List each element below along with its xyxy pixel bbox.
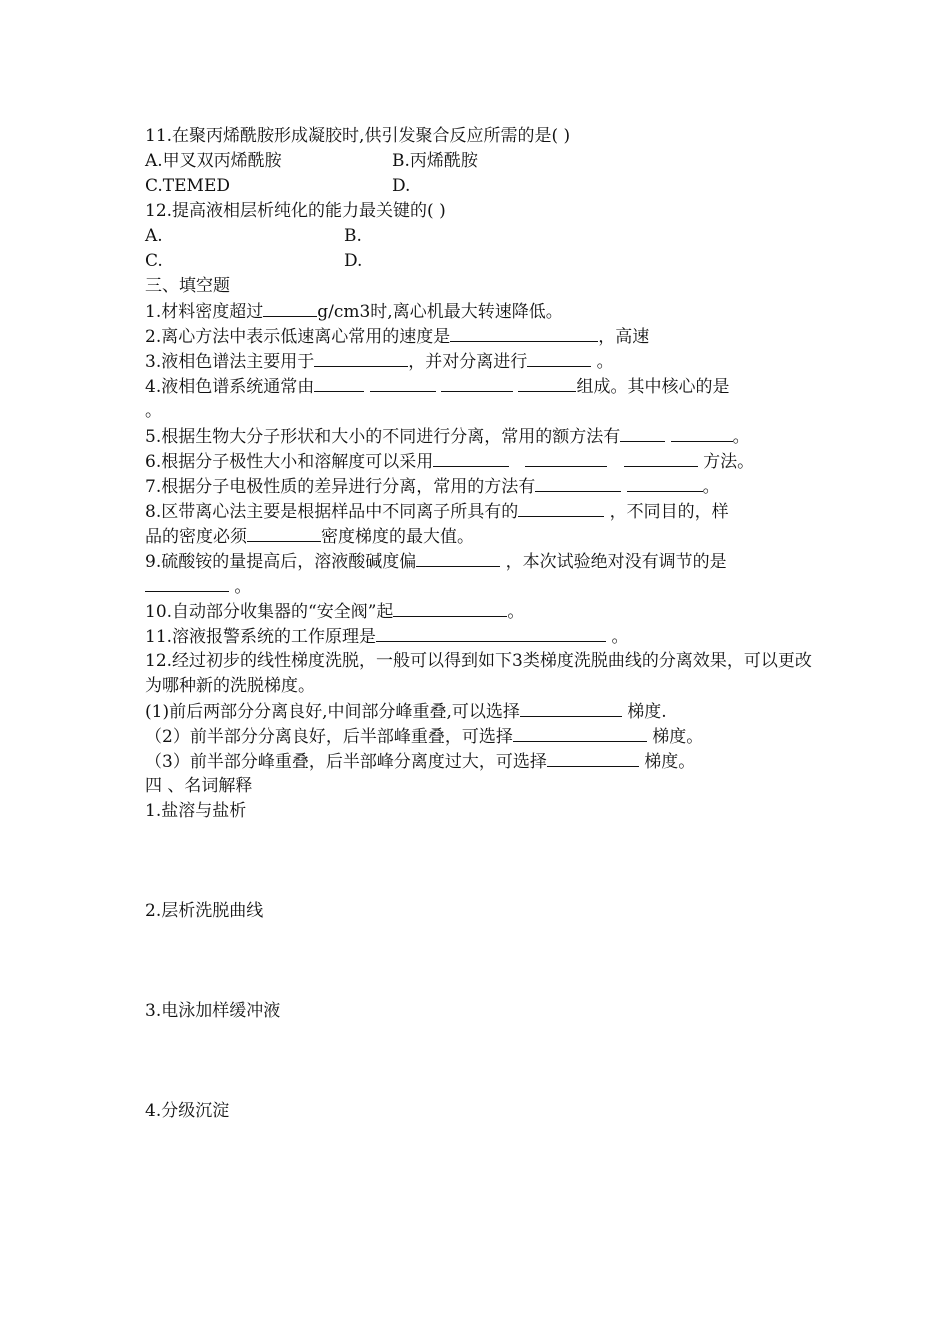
answer-blank[interactable] [627, 474, 703, 492]
answer-space [145, 924, 825, 999]
answer-blank[interactable] [520, 699, 622, 717]
answer-blank[interactable] [535, 474, 621, 492]
fill-question-2: 2.离心方法中表示低速离心常用的速度是 ，高速 [145, 324, 825, 349]
mc-question-12: 12.提高液相层析纯化的能力最关键的( ) [145, 201, 446, 221]
answer-blank[interactable] [145, 574, 229, 592]
answer-blank[interactable] [393, 599, 507, 617]
option-b: B. [344, 226, 362, 246]
answer-blank[interactable] [620, 424, 665, 442]
exam-page [145, 124, 825, 1124]
answer-blank[interactable] [247, 524, 321, 542]
fill-question-7: 7.根据分子电极性质的差异进行分离，常用的方法有 。 [145, 474, 825, 499]
answer-blank[interactable] [433, 449, 509, 467]
fill-question-9-cont: 。 [145, 574, 825, 599]
option-d: D. [392, 176, 411, 196]
option-c: C. [145, 251, 163, 271]
answer-space [145, 1024, 825, 1099]
mc-q11-options-row2 [145, 174, 825, 199]
answer-blank[interactable] [416, 549, 500, 567]
option-d: D. [344, 251, 363, 271]
option-a: A.甲叉双丙烯酰胺 [145, 151, 282, 171]
mc-question-11: 11.在聚丙烯酰胺形成凝胶时,供引发聚合反应所需的是( ) [145, 126, 571, 146]
term-3: 3.电泳加样缓冲液 [145, 1001, 281, 1021]
fill-question-3: 3.液相色谱法主要用于 ，并对分离进行 。 [145, 349, 825, 374]
fill-section-heading: 三、填空题 [145, 276, 230, 296]
answer-blank[interactable] [547, 749, 639, 767]
fill-question-4: 4.液相色谱系统通常由 组成。其中核心的是 [145, 374, 825, 399]
answer-blank[interactable] [263, 299, 317, 317]
mc-q11-options-row1 [145, 149, 825, 174]
fill-question-12-sub3: （3）前半部分峰重叠，后半部峰分离度过大，可选择 梯度。 [145, 749, 825, 774]
answer-blank[interactable] [441, 374, 513, 392]
fill-question-5: 5.根据生物大分子形状和大小的不同进行分离，常用的额方法有 。 [145, 424, 825, 449]
term-2: 2.层析洗脱曲线 [145, 901, 264, 921]
fill-question-8: 8.区带离心法主要是根据样品中不同离子所具有的 ，不同目的，样 [145, 499, 825, 524]
option-a: A. [145, 226, 163, 246]
answer-blank[interactable] [314, 349, 408, 367]
fill-question-12-sub2: （2）前半部分分离良好，后半部峰重叠，可选择 梯度。 [145, 724, 825, 749]
answer-blank[interactable] [370, 374, 436, 392]
answer-blank[interactable] [376, 624, 606, 642]
fill-question-6: 6.根据分子极性大小和溶解度可以采用 方法。 [145, 449, 825, 474]
answer-blank[interactable] [513, 724, 647, 742]
answer-blank[interactable] [450, 324, 598, 342]
answer-blank[interactable] [527, 349, 591, 367]
option-b: B.丙烯酰胺 [392, 151, 478, 171]
answer-blank[interactable] [314, 374, 364, 392]
fill-question-9: 9.硫酸铵的量提高后，溶液酸碱度偏 ，本次试验绝对没有调节的是 [145, 549, 825, 574]
fill-question-10: 10.自动部分收集器的“安全阀”起 。 [145, 599, 825, 624]
mc-q12-options-row1 [145, 224, 825, 249]
terms-section-heading: 四 、名词解释 [145, 776, 253, 796]
answer-blank[interactable] [671, 424, 733, 442]
fill-question-11: 11.溶液报警系统的工作原理是 。 [145, 624, 825, 649]
fill-question-12-sub1: (1)前后两部分分离良好,中间部分峰重叠,可以选择 梯度. [145, 699, 825, 724]
answer-blank[interactable] [518, 374, 576, 392]
answer-blank[interactable] [624, 449, 698, 467]
fill-question-4-cont: 。 [145, 401, 162, 421]
fill-question-8-cont: 品的密度必须 密度梯度的最大值。 [145, 524, 825, 549]
term-1: 1.盐溶与盐析 [145, 801, 247, 821]
fill-question-1: 1.材料密度超过 g/cm3时,离心机最大转速降低。 [145, 299, 825, 324]
answer-blank[interactable] [525, 449, 607, 467]
answer-blank[interactable] [518, 499, 604, 517]
answer-space [145, 824, 825, 899]
fill-question-12: 12.经过初步的线性梯度洗脱，一般可以得到如下3类梯度洗脱曲线的分离效果，可以更改为哪种新的洗脱梯度。 [145, 651, 812, 696]
term-4: 4.分级沉淀 [145, 1101, 230, 1121]
option-c: C.TEMED [145, 176, 230, 196]
mc-q12-options-row2 [145, 249, 825, 274]
